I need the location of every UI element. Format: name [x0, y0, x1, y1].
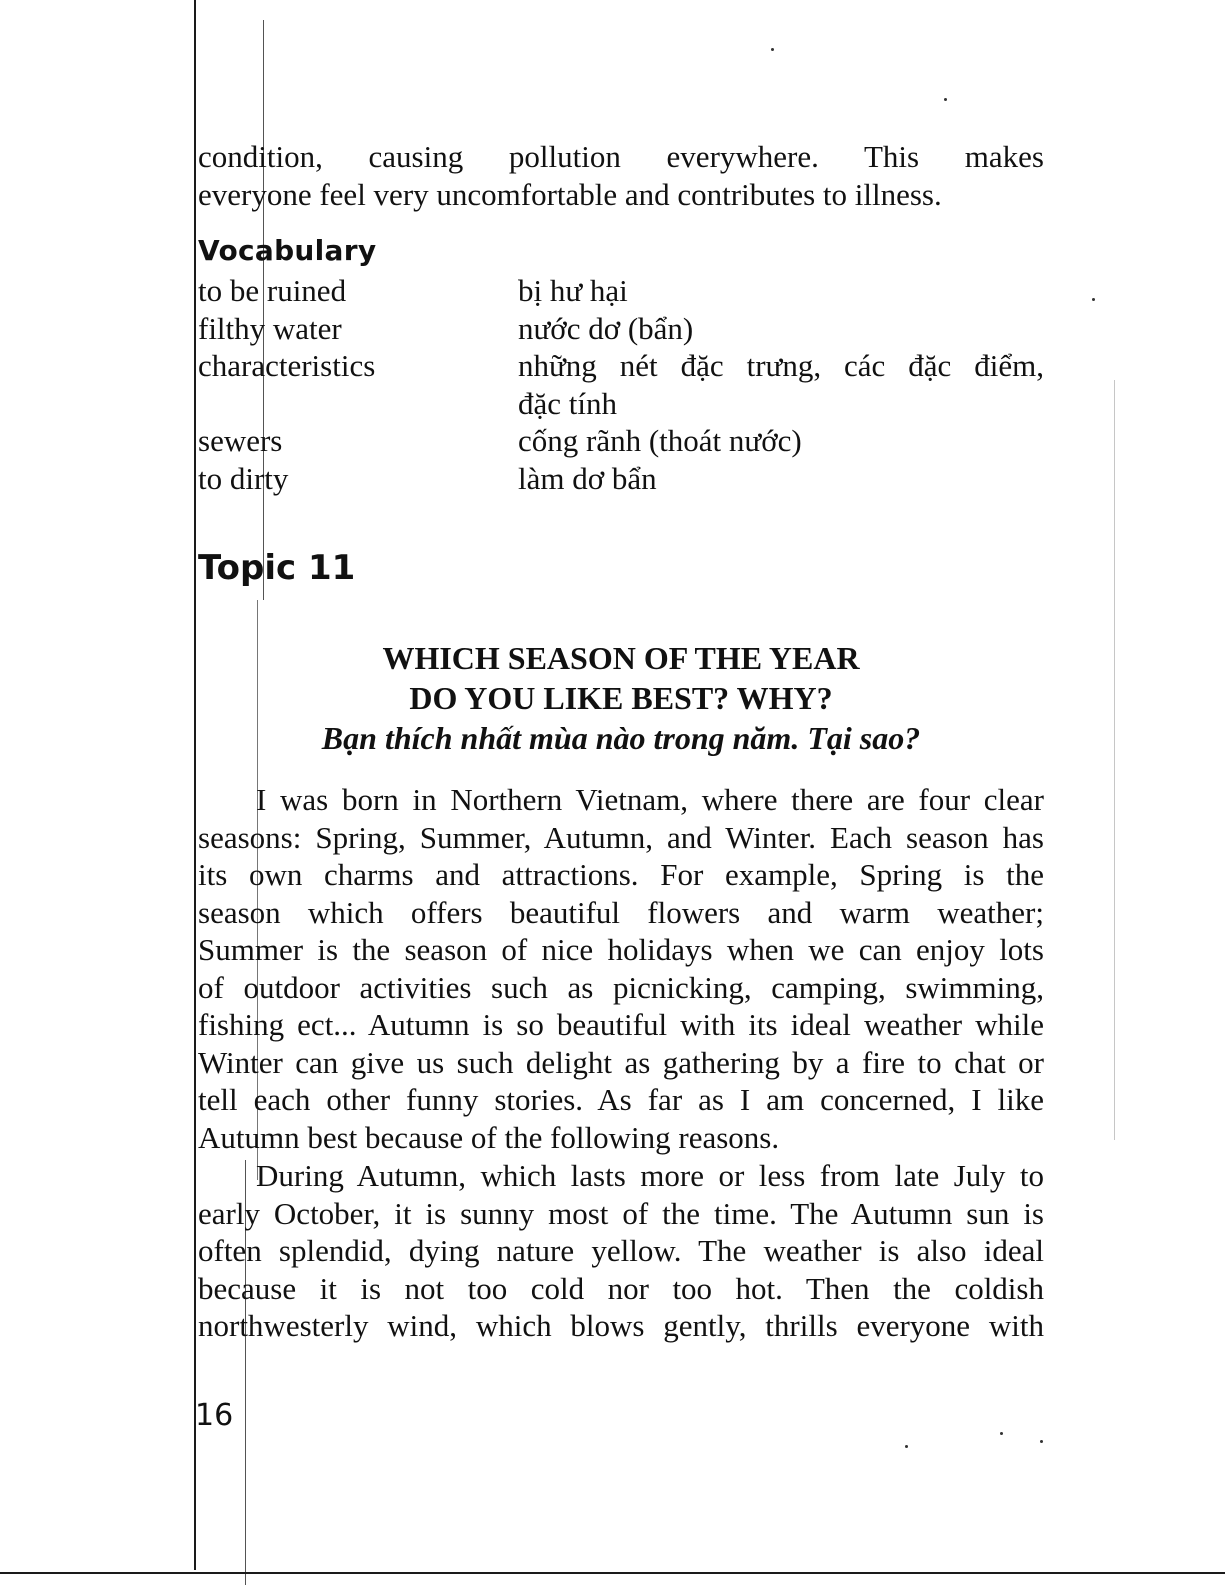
vocabulary-term: filthy water: [198, 310, 342, 346]
vocabulary-list: [198, 272, 1044, 497]
scan-speck: [1092, 298, 1095, 301]
text-line: Summer is the season of nice holidays when we can enjoy lots: [198, 932, 1044, 967]
text-line: Autumn best because of the following reasons.: [198, 1119, 780, 1155]
title-translation: Bạn thích nhất mùa nào trong năm. Tại sao?: [321, 720, 921, 756]
text-line: early October, it is sunny most of the time. The Autumn sun is: [198, 1195, 1044, 1231]
vocabulary-term: to be ruined: [198, 273, 347, 308]
vocabulary-entry: [198, 385, 1044, 423]
text-line: During Autumn, which lasts more or less from late July to: [256, 1158, 1044, 1193]
vocabulary-term: [198, 385, 518, 423]
vocabulary-term: characteristics: [198, 348, 376, 383]
vocabulary-entry: [198, 310, 1044, 348]
vocabulary-entry: [198, 347, 1044, 385]
text-line: condition, causing pollution everywhere. This makes: [198, 139, 1044, 174]
text-line: season which offers beautiful flowers and warm weather;: [198, 894, 1044, 930]
topic-title: [198, 638, 1044, 758]
intro-paragraph: [198, 138, 1044, 213]
text-line: fishing ect... Autumn is so beautiful with its ideal weather while: [198, 1007, 1044, 1042]
title-line: WHICH SEASON OF THE YEAR: [382, 640, 860, 676]
scan-speck: [944, 98, 947, 101]
scan-margin-line: [194, 0, 196, 1570]
scan-speck: [1000, 1432, 1003, 1435]
essay-paragraph-1: [198, 781, 1044, 1156]
scan-bottom-edge: [0, 1572, 1225, 1574]
topic-heading: Topic 11: [198, 548, 356, 588]
vocabulary-entry: [198, 460, 1044, 498]
vocabulary-definition: đặc tính: [518, 385, 617, 421]
text-line: of outdoor activities such as picnicking, camping, swimming,: [198, 969, 1044, 1005]
vocabulary-entry: [198, 272, 1044, 310]
vocabulary-definition: bị hư hại: [518, 273, 628, 308]
vocabulary-definition: nước dơ (bẩn): [518, 310, 694, 346]
essay-paragraph-2: [198, 1157, 1044, 1345]
text-line: often splendid, dying nature yellow. The weather is also ideal: [198, 1233, 1044, 1268]
vocabulary-entry: [198, 422, 1044, 460]
text-line: I was born in Northern Vietnam, where there are four clear: [256, 782, 1044, 817]
vocabulary-definition: làm dơ bẩn: [518, 460, 657, 496]
vocabulary-definition: những nét đặc trưng, các đặc điểm,: [518, 348, 1044, 383]
scan-speck: [905, 1445, 908, 1448]
text-line: seasons: Spring, Summer, Autumn, and Winter. Each season has: [198, 819, 1044, 855]
text-line: Winter can give us such delight as gathering by a fire to chat or: [198, 1044, 1044, 1080]
vocabulary-term: sewers: [198, 423, 283, 458]
text-line: northwesterly wind, which blows gently, thrills everyone with: [198, 1308, 1044, 1343]
vocabulary-definition: cống rãnh (thoát nước): [518, 423, 802, 458]
text-line: because it is not too cold nor too hot. Then the coldish: [198, 1270, 1044, 1306]
text-line: its own charms and attractions. For example, Spring is the: [198, 857, 1044, 892]
scan-fold-line: [1114, 380, 1115, 1140]
title-line: DO YOU LIKE BEST? WHY?: [409, 680, 833, 716]
text-line: everyone feel very uncomfortable and contributes to illness.: [198, 176, 942, 212]
scan-speck: [1040, 1440, 1043, 1443]
scan-speck: [771, 48, 774, 51]
vocabulary-term: to dirty: [198, 460, 289, 496]
text-line: tell each other funny stories. As far as I am concerned, I like: [198, 1082, 1044, 1117]
page-number: 16: [195, 1398, 234, 1433]
vocabulary-heading: Vocabulary: [198, 234, 377, 267]
